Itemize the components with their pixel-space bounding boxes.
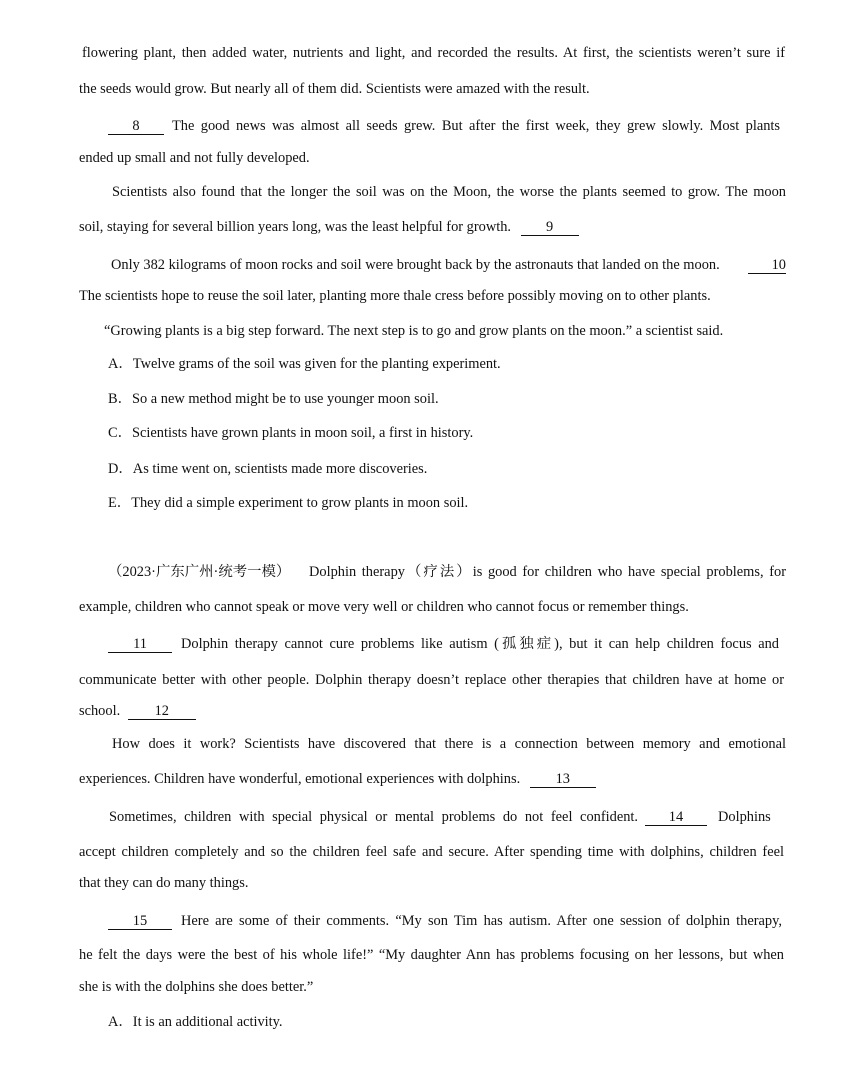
option-letter: A． <box>108 1014 133 1030</box>
answer-blank-13[interactable]: 13 <box>530 772 596 788</box>
paragraph-line <box>748 256 786 274</box>
paragraph-line <box>108 117 164 135</box>
answer-blank-10[interactable]: 10 <box>748 258 786 274</box>
paragraph-line <box>111 256 720 274</box>
option-letter: C． <box>108 425 132 441</box>
option-letter: B． <box>108 391 132 407</box>
option-letter: E． <box>108 495 132 511</box>
paragraph-line: flowering plant, then added water, nutrients and light, and recorded the results. At first, the scientists weren’t sure if <box>82 45 785 61</box>
answer-blank-11[interactable]: 11 <box>108 637 172 653</box>
paragraph-line <box>79 770 596 788</box>
paragraph-line: accept children completely and so the children feel safe and secure. After spending time with dolphins, children feel <box>79 844 784 860</box>
paragraph-line: he felt the days were the best of his whole life!” “My daughter Ann has problems focusing on her lessons, but when <box>79 947 784 963</box>
option-letter: A． <box>108 356 133 372</box>
paragraph-text: soil, staying for several billion years long, was the least helpful for growth. <box>79 219 512 235</box>
paragraph-line: Dolphins <box>718 809 771 825</box>
paragraph-line <box>108 912 172 930</box>
paragraph-line: Scientists also found that the longer the soil was on the Moon, the worse the plants seemed to grow. The moon <box>112 184 786 200</box>
answer-blank-15[interactable]: 15 <box>108 914 172 930</box>
paragraph-text: experiences. Children have wonderful, emotional experiences with dolphins. <box>79 771 521 787</box>
paragraph-line <box>108 635 172 653</box>
option-b[interactable] <box>108 390 439 408</box>
paragraph-line: The good news was almost all seeds grew. But after the first week, they grew slowly. Most plants <box>172 118 780 134</box>
option-text: It is an additional activity. <box>132 1014 283 1030</box>
paragraph-line: communicate better with other people. Dolphin therapy doesn’t replace other therapies that children have at home or <box>79 672 784 688</box>
paragraph-line: the seeds would grow. But nearly all of them did. Scientists were amazed with the result. <box>79 81 590 97</box>
paragraph-line: Dolphin therapy（疗法）is good for children who have special problems, for <box>309 564 786 580</box>
paragraph-line: example, children who cannot speak or move very well or children who cannot focus or remember things. <box>79 599 689 615</box>
question-source: （2023·广东广州·统考一模） <box>108 564 291 580</box>
quote-line: “Growing plants is a big step forward. The next step is to go and grow plants on the moon.” a scientist said. <box>104 323 724 339</box>
answer-blank-9[interactable]: 9 <box>521 220 579 236</box>
answer-blank-8[interactable]: 8 <box>108 119 164 135</box>
paragraph-line <box>108 563 290 581</box>
paragraph-line: Dolphin therapy cannot cure problems like autism (孤独症), but it can help children focus and <box>181 636 779 652</box>
paragraph-line: Here are some of their comments. “My son Tim has autism. After one session of dolphin therapy, <box>181 913 782 929</box>
answer-blank-14[interactable]: 14 <box>645 810 707 826</box>
paragraph-line: she is with the dolphins she does better.” <box>79 979 314 995</box>
option-text: Scientists have grown plants in moon soil, a first in history. <box>132 425 474 441</box>
paragraph-line: that they can do many things. <box>79 875 249 891</box>
answer-blank-12[interactable]: 12 <box>128 704 196 720</box>
option-letter: D． <box>108 461 133 477</box>
paragraph-line: The scientists hope to reuse the soil later, planting more thale cress before possibly moving on to other plants. <box>79 288 711 304</box>
paragraph-line <box>79 702 196 720</box>
option-a[interactable] <box>108 1013 283 1031</box>
option-d[interactable] <box>108 460 427 478</box>
paragraph-line <box>79 218 579 236</box>
option-e[interactable] <box>108 494 468 512</box>
option-text: Twelve grams of the soil was given for the planting experiment. <box>132 356 501 372</box>
option-text: As time went on, scientists made more discoveries. <box>132 461 428 477</box>
paragraph-text: school. <box>79 703 121 719</box>
paragraph-line: How does it work? Scientists have discovered that there is a connection between memory and emotional <box>112 736 786 752</box>
paragraph-line: ended up small and not fully developed. <box>79 150 310 166</box>
paragraph-text: Only 382 kilograms of moon rocks and soil were brought back by the astronauts that landed on the moon. <box>111 257 720 273</box>
paragraph-line: Sometimes, children with special physical or mental problems do not feel confident. <box>109 809 638 825</box>
option-a[interactable] <box>108 355 501 373</box>
paragraph-line <box>645 808 707 826</box>
option-c[interactable] <box>108 424 473 442</box>
option-text: They did a simple experiment to grow plants in moon soil. <box>131 495 469 511</box>
option-text: So a new method might be to use younger moon soil. <box>132 391 439 407</box>
